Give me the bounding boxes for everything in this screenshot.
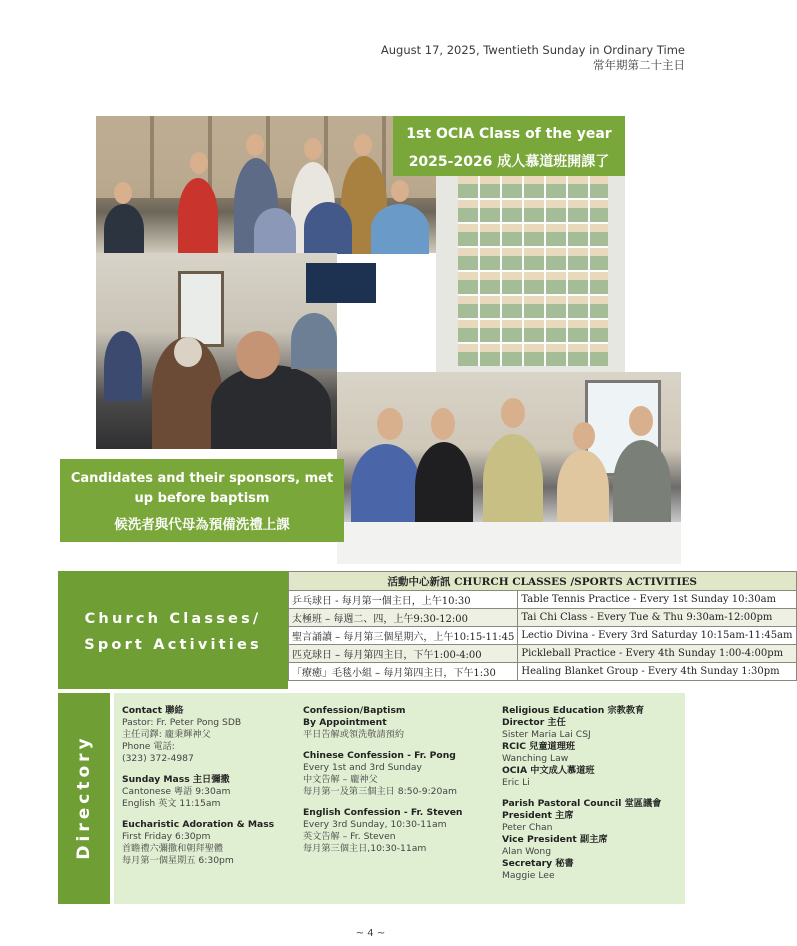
directory-column-education (502, 705, 682, 882)
directory-entry: Peter Chan (502, 822, 553, 833)
directory-column-confession (303, 705, 493, 855)
header-zh-title: 常年期第二十主日 (593, 58, 685, 72)
table-row (289, 627, 797, 645)
directory-heading: Contact 聯絡 (122, 705, 184, 716)
activities-label-line2: Sport Activities (84, 637, 262, 653)
spacer (303, 741, 493, 750)
directory-heading: By Appointment (303, 717, 387, 728)
activity-en: Lectio Divina - Every 3rd Saturday 10:15am-11:45am (518, 627, 796, 645)
directory-entry: Alan Wong (502, 846, 552, 857)
candidates-caption-line2: up before baptism (134, 491, 270, 506)
directory-entry: 平日告解或領洗敬請預約 (303, 729, 405, 740)
activity-zh: 「療癒」毛毯小組 – 每月第四主日，下午1:30 (289, 663, 518, 681)
directory-entry: Phone 電話: (122, 741, 175, 752)
activities-label-line1: Church Classes/ (84, 611, 262, 627)
directory-heading: Director 主任 (502, 717, 566, 728)
activity-zh: 聖言誦讀 – 每月第三個星期六，上午10:15-11:45 (289, 627, 518, 645)
directory-label (58, 693, 110, 904)
ocia-caption-line2: 2025-2026 成人慕道班開課了 (408, 154, 610, 170)
activity-zh: 匹克球日 – 每月第四主日，下午1:00-4:00 (289, 645, 518, 663)
class-meeting-photo (96, 253, 337, 449)
candidates-caption-line1: Candidates and their sponsors, met (70, 471, 334, 486)
directory-heading: Eucharistic Adoration & Mass (122, 819, 275, 830)
table-row (289, 609, 797, 627)
ocia-caption (393, 116, 625, 176)
directory-entry: First Friday 6:30pm (122, 831, 211, 842)
ocia-group-photo (96, 116, 436, 253)
spacer (122, 810, 297, 819)
directory-panel (114, 693, 685, 904)
spacer (502, 789, 682, 798)
directory-heading: Vice President 副主席 (502, 834, 608, 845)
directory-entry: 每月第一個星期五 6:30pm (122, 855, 234, 866)
table-row (289, 591, 797, 609)
header-date: August 17, 2025, Twentieth Sunday in Ordinary Time (380, 43, 685, 57)
directory-entry: English 英文 11:15am (122, 798, 221, 809)
directory-entry: 英文告解 – Fr. Steven (303, 831, 396, 842)
directory-entry: Every 3rd Sunday, 10:30-11am (303, 819, 447, 830)
candidates-caption (60, 459, 344, 542)
activities-table-title: 活動中心新訊 CHURCH CLASSES /SPORTS ACTIVITIES (289, 572, 797, 591)
activity-en: Pickleball Practice - Every 4th Sunday 1:00-4:00pm (518, 645, 796, 663)
activities-table (288, 571, 797, 681)
directory-entry: Pastor: Fr. Peter Pong SDB (122, 717, 242, 728)
directory-entry: Every 1st and 3rd Sunday (303, 762, 422, 773)
directory-entry: 主任司鐸: 龐秉輝神父 (122, 729, 211, 740)
directory-entry: Maggie Lee (502, 870, 555, 881)
directory-entry: Wanching Law (502, 753, 569, 764)
page-number: ~ 4 ~ (355, 928, 386, 939)
activities-table-title-row (289, 572, 797, 591)
directory-heading: RCIC 兒童道理班 (502, 741, 576, 752)
candidates-caption-zh: 候洗者與代母為預備洗禮上課 (114, 517, 290, 533)
directory-heading: Chinese Confession - Fr. Pong (303, 750, 456, 761)
activity-en: Tai Chi Class - Every Tue & Thu 9:30am-12:00pm (518, 609, 796, 627)
activity-en: Healing Blanket Group - Every 4th Sunday 1:30pm (518, 663, 796, 681)
directory-heading: Sunday Mass 主日彌撒 (122, 774, 230, 785)
directory-heading: President 主席 (502, 810, 574, 821)
directory-column-contact (122, 705, 297, 867)
directory-heading: Religious Education 宗教教育 (502, 705, 645, 716)
activity-zh: 乒乓球日 - 每月第一個主日，上午10:30 (289, 591, 518, 609)
spacer (303, 798, 493, 807)
sponsors-photo (337, 372, 681, 564)
directory-entry: Sister Maria Lai CSJ (502, 729, 591, 740)
directory-heading: English Confession - Fr. Steven (303, 807, 463, 818)
directory-entry: 中文告解 – 龐神父 (303, 774, 378, 785)
activity-zh: 太極班 – 每週二、四，上午9:30-12:00 (289, 609, 518, 627)
directory-entry: Cantonese 粵語 9:30am (122, 786, 231, 797)
directory-label-text: Directory (74, 734, 94, 860)
page-header (381, 43, 685, 73)
directory-entry: (323) 372-4987 (122, 753, 194, 764)
directory-entry: 每月第一及第三個主日 8:50-9:20am (303, 786, 457, 797)
spacer (122, 765, 297, 774)
directory-entry: Eric Li (502, 777, 530, 788)
directory-entry: 首瞻禮六彌撒和朝拜聖體 (122, 843, 224, 854)
directory-heading: Parish Pastoral Council 堂區議會 (502, 798, 662, 809)
activities-label (58, 571, 288, 689)
directory-heading: Confession/Baptism (303, 705, 406, 716)
activity-en: Table Tennis Practice - Every 1st Sunday 10:30am (518, 591, 796, 609)
table-row (289, 645, 797, 663)
directory-heading: OCIA 中文成人慕道班 (502, 765, 595, 776)
table-row (289, 663, 797, 681)
ocia-caption-line1: 1st OCIA Class of the year (406, 126, 612, 142)
directory-entry: 每月第三個主日,10:30-11am (303, 843, 427, 854)
directory-heading: Secretary 秘書 (502, 858, 574, 869)
